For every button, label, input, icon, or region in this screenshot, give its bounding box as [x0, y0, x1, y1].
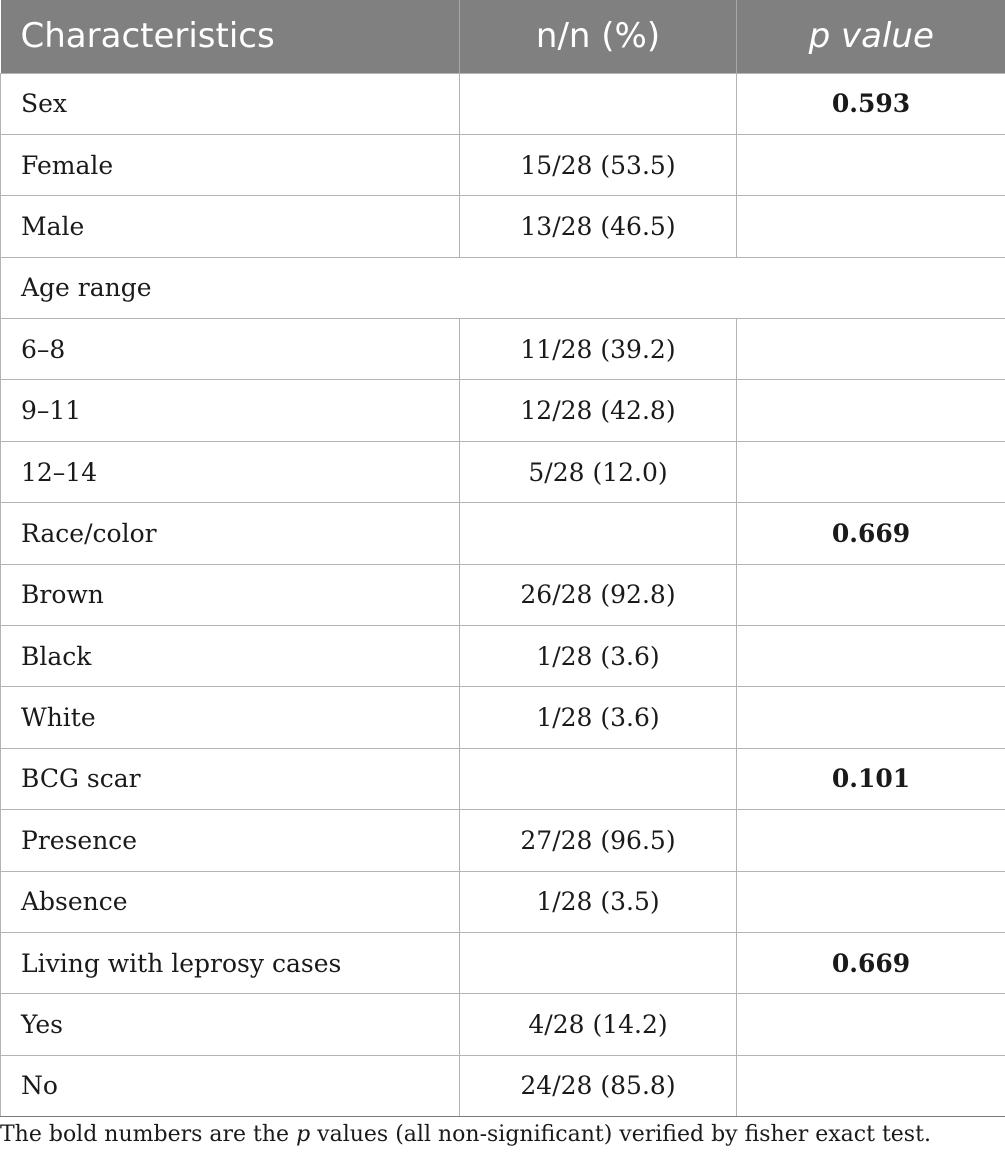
row-label: Absence — [1, 871, 460, 932]
table-row — [1, 503, 1005, 564]
row-n-percent: 5/28 (12.0) — [460, 441, 737, 502]
row-n-percent: 15/28 (53.5) — [460, 134, 737, 195]
row-p-value: 0.101 — [737, 748, 1005, 809]
table-row — [1, 748, 1005, 809]
table-row — [1, 196, 1005, 257]
row-label: BCG scar — [1, 748, 460, 809]
table-row — [1, 257, 1005, 318]
row-n-percent: 27/28 (96.5) — [460, 810, 737, 871]
table-header — [1, 0, 1005, 73]
row-p-value — [737, 380, 1005, 441]
table-footnote — [0, 1122, 1005, 1147]
table-row — [1, 687, 1005, 748]
row-label: Male — [1, 196, 460, 257]
row-label: Age range — [1, 257, 1005, 318]
row-n-percent — [460, 748, 737, 809]
row-p-value — [737, 871, 1005, 932]
row-label: White — [1, 687, 460, 748]
row-p-value — [737, 994, 1005, 1055]
row-p-value — [737, 687, 1005, 748]
row-p-value — [737, 134, 1005, 195]
row-p-value: 0.669 — [737, 503, 1005, 564]
row-label: Race/color — [1, 503, 460, 564]
row-p-value — [737, 626, 1005, 687]
footnote-text-after: values (all non-significant) verified by fisher exact test. — [310, 1122, 931, 1147]
row-n-percent — [460, 73, 737, 134]
row-n-percent: 13/28 (46.5) — [460, 196, 737, 257]
header-row — [1, 0, 1005, 73]
table-row — [1, 1055, 1005, 1116]
row-label: 6–8 — [1, 319, 460, 380]
row-label: Female — [1, 134, 460, 195]
row-p-value — [737, 1055, 1005, 1116]
table-row — [1, 441, 1005, 502]
table-row — [1, 319, 1005, 380]
row-p-value — [737, 319, 1005, 380]
row-p-value — [737, 564, 1005, 625]
table-row — [1, 564, 1005, 625]
row-n-percent — [460, 503, 737, 564]
row-n-percent: 12/28 (42.8) — [460, 380, 737, 441]
table-body — [1, 73, 1005, 1117]
row-p-value — [737, 196, 1005, 257]
table-row — [1, 380, 1005, 441]
row-p-value: 0.669 — [737, 932, 1005, 993]
table-row — [1, 73, 1005, 134]
table-row — [1, 932, 1005, 993]
row-label: No — [1, 1055, 460, 1116]
row-label: Living with leprosy cases — [1, 932, 460, 993]
table-row — [1, 994, 1005, 1055]
row-label: 12–14 — [1, 441, 460, 502]
row-label: Brown — [1, 564, 460, 625]
footnote-italic-p: p — [296, 1122, 311, 1147]
row-n-percent: 1/28 (3.6) — [460, 687, 737, 748]
header-p-value: p value — [808, 16, 934, 57]
row-n-percent: 4/28 (14.2) — [460, 994, 737, 1055]
row-label: Black — [1, 626, 460, 687]
header-n-percent: n/n (%) — [460, 0, 737, 73]
table-row — [1, 134, 1005, 195]
row-label: Presence — [1, 810, 460, 871]
row-label: Sex — [1, 73, 460, 134]
row-n-percent: 11/28 (39.2) — [460, 319, 737, 380]
row-n-percent: 26/28 (92.8) — [460, 564, 737, 625]
row-n-percent: 24/28 (85.8) — [460, 1055, 737, 1116]
footnote-text-before: The bold numbers are the — [0, 1122, 297, 1147]
row-p-value — [737, 441, 1005, 502]
row-label: 9–11 — [1, 380, 460, 441]
row-n-percent: 1/28 (3.5) — [460, 871, 737, 932]
table-row — [1, 871, 1005, 932]
row-p-value: 0.593 — [737, 73, 1005, 134]
row-label: Yes — [1, 994, 460, 1055]
header-characteristics: Characteristics — [1, 0, 460, 73]
table-row — [1, 810, 1005, 871]
table-row — [1, 626, 1005, 687]
row-n-percent: 1/28 (3.6) — [460, 626, 737, 687]
row-n-percent — [460, 932, 737, 993]
row-p-value — [737, 810, 1005, 871]
